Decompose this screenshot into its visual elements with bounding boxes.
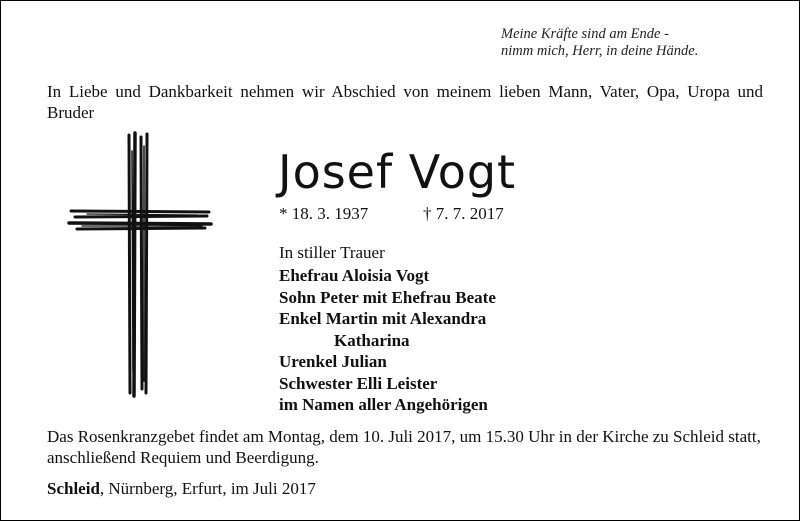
life-dates: [279, 204, 504, 224]
motto-quote: [501, 26, 781, 60]
mourner-line: im Namen aller Angehörigen: [279, 395, 488, 414]
mourner-line: Ehefrau Aloisia Vogt: [279, 266, 430, 285]
mourners-list: [279, 265, 496, 416]
mourner-line: Schwester Elli Leister: [279, 373, 438, 393]
death-date: † 7. 7. 2017: [423, 204, 504, 223]
intro-text: In Liebe und Dankbarkeit nehmen wir Abschied von meinem lieben Mann, Vater, Opa, Uropa und Bruder: [47, 82, 763, 122]
mourner-line: Enkel Martin mit Alexandra: [279, 309, 487, 328]
birth-date: * 18. 3. 1937: [279, 204, 369, 223]
signature-rest: , Nürnberg, Erfurt, im Juli 2017: [99, 479, 316, 498]
deceased-name: Josef Vogt: [278, 145, 517, 199]
service-notice: Das Rosenkranzgebet findet am Montag, dem 10. Juli 2017, um 15.30 Uhr in der Kirche zu Schleid statt, anschließend Requiem und Beerdigung.: [47, 427, 761, 467]
cross-icon: [67, 131, 213, 401]
signature-place: Schleid: [47, 479, 100, 498]
motto-line-2: nimm mich, Herr, in deine Hände.: [501, 43, 699, 59]
motto-line-1: Meine Kräfte sind am Ende -: [501, 26, 669, 42]
signature-line: [47, 478, 316, 499]
mourner-line: Urenkel Julian: [279, 352, 387, 371]
mourning-intro: In stiller Trauer: [279, 243, 385, 262]
mourner-line: Sohn Peter mit Ehefrau Beate: [279, 287, 496, 307]
mourner-line: Katharina: [334, 330, 410, 350]
